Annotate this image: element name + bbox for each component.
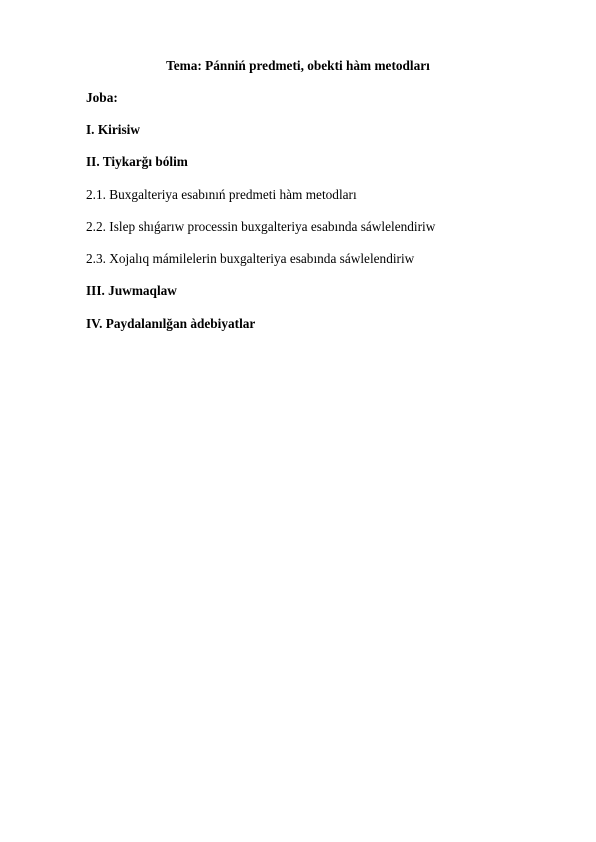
- plan-item-references: IV. Paydalanılğan àdebiyatlar: [86, 316, 256, 331]
- plan-subitem-2-1: 2.1. Buxgalteriya esabınıń predmeti hàm metodları: [86, 187, 357, 202]
- plan-label: Joba:: [86, 90, 118, 105]
- plan-item-introduction: I. Kirisiw: [86, 122, 140, 137]
- plan-subitem-2-2: 2.2. Islep shıǵarıw processin buxgalteriya esabında sáwlelendiriw: [86, 219, 436, 234]
- document-title: Tema: Pánniń predmeti, obekti hàm metodları: [166, 58, 430, 73]
- plan-item-conclusion: III. Juwmaqlaw: [86, 283, 177, 298]
- plan-item-main-part: II. Tiykarğı bólim: [86, 154, 188, 169]
- plan-subitem-2-3: 2.3. Xojalıq mámilelerin buxgalteriya esabında sáwlelendiriw: [86, 251, 415, 266]
